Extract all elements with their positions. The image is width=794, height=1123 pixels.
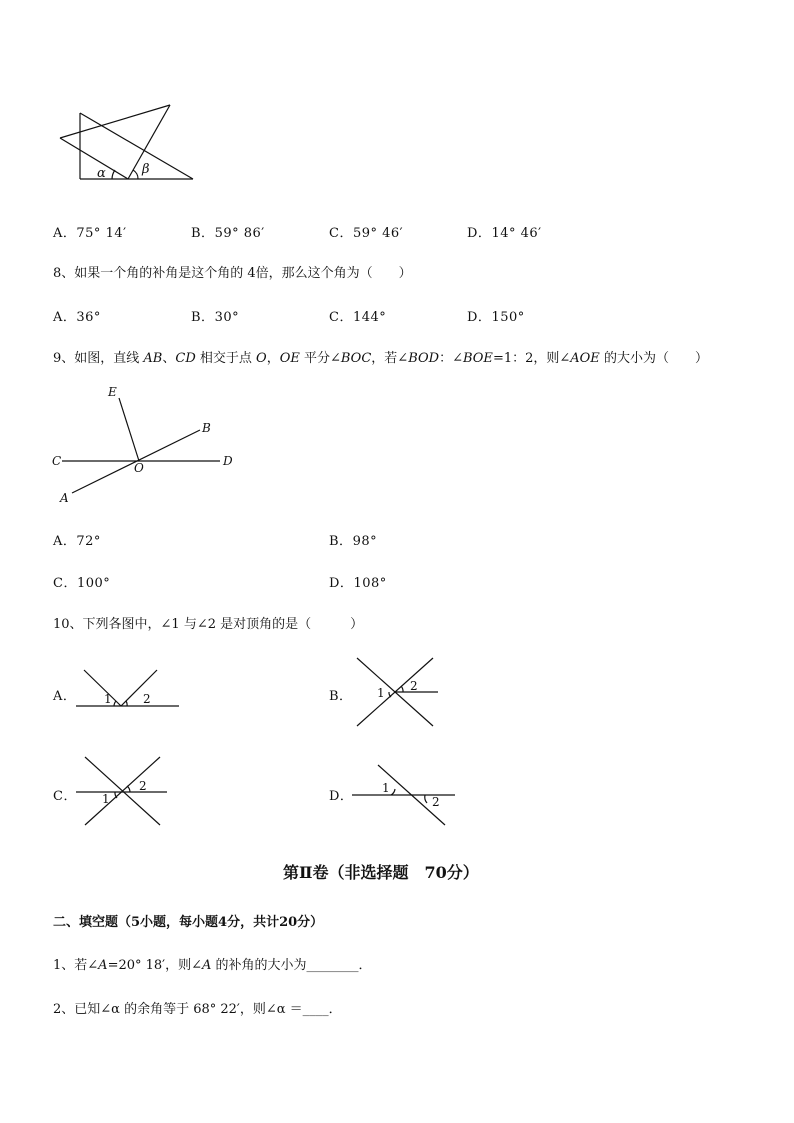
q9-option-a[interactable]: A．72° (53, 534, 101, 549)
fill-q2: 2、已知∠α 的余角等于 68° 22′，则∠α ＝____． (53, 1002, 342, 1017)
q10a-angle1: 1 (104, 692, 112, 706)
q9-option-d[interactable]: D．108° (329, 576, 387, 591)
beta-label: β (142, 162, 150, 177)
alpha-label: α (97, 166, 106, 181)
q10d-angle1: 1 (382, 781, 390, 795)
q10b-angle2: 2 (410, 679, 418, 693)
q10-option-b-label[interactable]: B． (329, 689, 353, 704)
label-D: D (223, 454, 233, 468)
q8-option-c[interactable]: C．144° (329, 310, 387, 325)
q9-option-c[interactable]: C．100° (53, 576, 111, 591)
q10a-angle2: 2 (143, 692, 151, 706)
q8-option-d[interactable]: D．150° (467, 310, 525, 325)
q9-stem: 9、如图，直线 AB、CD 相交于点 O，OE 平分∠BOC，若∠BOD：∠BOE=1：2，则∠AOE 的大小为（ ） (53, 351, 708, 366)
fill-q1: 1、若∠A=20° 18′，则∠A 的补角的大小为________． (53, 958, 372, 973)
q7-option-a[interactable]: A．75° 14′ (53, 226, 127, 241)
label-E: E (108, 385, 117, 399)
q8-option-a[interactable]: A．36° (53, 310, 101, 325)
q8-option-b[interactable]: B．30° (191, 310, 240, 325)
section-heading: 二、填空题（5小题，每小题4分，共计20分） (53, 915, 324, 930)
q10-option-c-label[interactable]: C． (53, 789, 77, 804)
q10d-angle2: 2 (432, 795, 440, 809)
q8-stem: 8、如果一个角的补角是这个角的 4倍，那么这个角为（ ） (53, 266, 412, 281)
q10c-angle2: 2 (139, 779, 147, 793)
part2-title: 第Ⅱ卷（非选择题 70分） (283, 863, 479, 882)
q7-option-b[interactable]: B．59° 86′ (191, 226, 265, 241)
q10-stem: 10、下列各图中，∠1 与∠2 是对顶角的是（ ） (53, 617, 364, 632)
label-C: C (52, 454, 62, 468)
q10b-angle1: 1 (377, 686, 385, 700)
q10c-angle1: 1 (102, 792, 110, 806)
label-B: B (202, 421, 211, 435)
q10-option-d-label[interactable]: D． (329, 789, 354, 804)
label-A: A (60, 491, 69, 505)
label-O: O (134, 461, 144, 475)
q7-option-d[interactable]: D．14° 46′ (467, 226, 542, 241)
q10-option-a-label[interactable]: A． (53, 689, 77, 704)
q7-option-c[interactable]: C．59° 46′ (329, 226, 404, 241)
q9-option-b[interactable]: B．98° (329, 534, 378, 549)
